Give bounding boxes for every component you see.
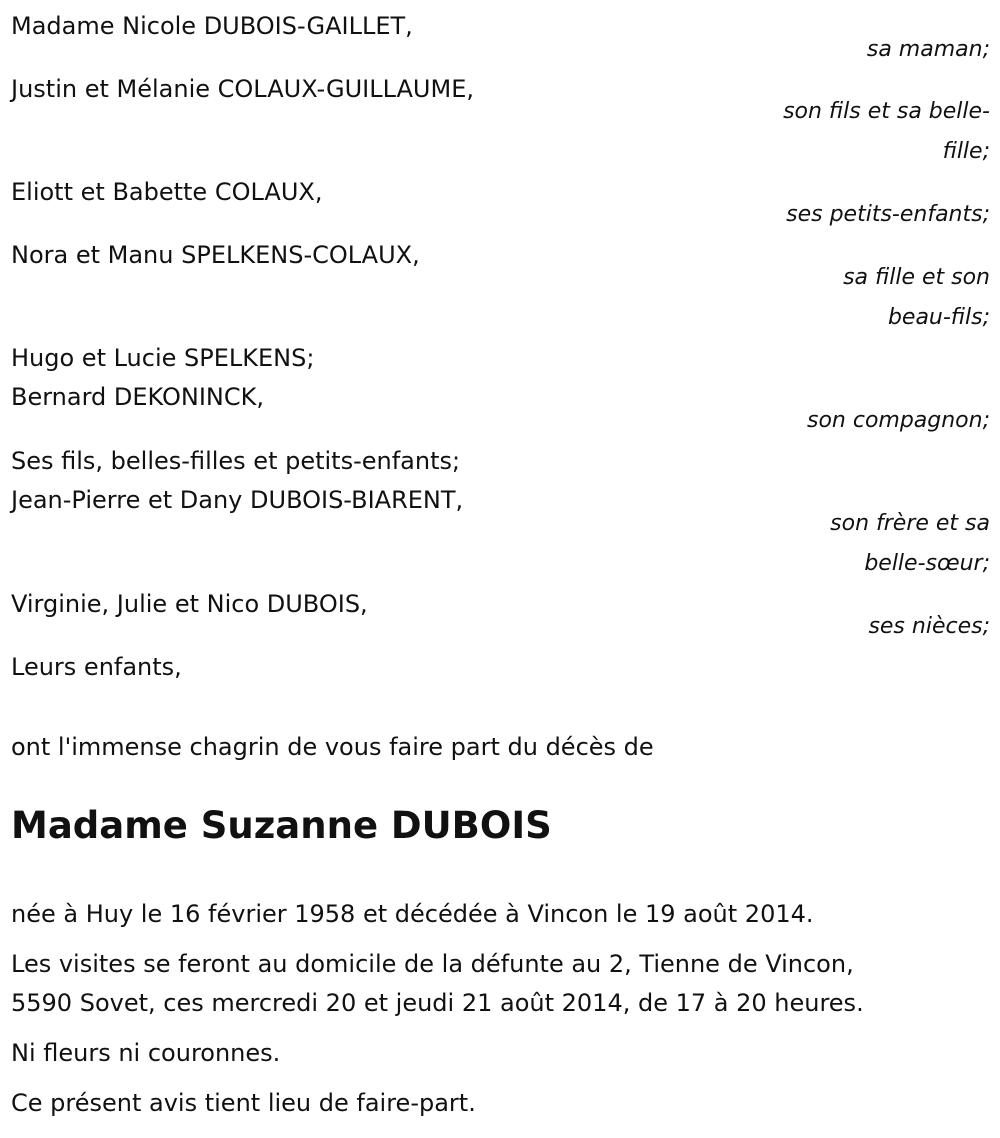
family-name-7: Ses fils, belles-filles et petits-enfants; — [11, 447, 461, 475]
family-name-10: Leurs enfants, — [11, 653, 182, 681]
family-name-2: Justin et Mélanie COLAUX-GUILLAUME, — [11, 75, 474, 103]
family-relation-4a: sa fille et son — [843, 265, 990, 290]
notice-text: Ce présent avis tient lieu de faire-part. — [11, 1089, 476, 1117]
family-relation-1: sa maman; — [866, 37, 990, 62]
family-name-1: Madame Nicole DUBOIS-GAILLET, — [11, 12, 413, 40]
family-name-8: Jean-Pierre et Dany DUBOIS-BIARENT, — [11, 486, 464, 514]
visits-line-2: 5590 Sovet, ces mercredi 20 et jeudi 21 août 2014, de 17 à 20 heures. — [11, 989, 864, 1017]
family-relation-9: ses nièces; — [868, 614, 990, 639]
visits-line-1: Les visites se feront au domicile de la défunte au 2, Tienne de Vincon, — [11, 950, 854, 978]
family-name-6: Bernard DEKONINCK, — [11, 383, 264, 411]
family-name-3: Eliott et Babette COLAUX, — [11, 178, 323, 206]
family-relation-6: son compagnon; — [806, 408, 990, 433]
birth-death-text: née à Huy le 16 février 1958 et décédée à Vincon le 19 août 2014. — [11, 900, 814, 928]
family-relation-2b: fille; — [942, 139, 990, 164]
family-relation-8b: belle-sœur; — [864, 551, 990, 576]
family-name-4: Nora et Manu SPELKENS-COLAUX, — [11, 241, 420, 269]
family-name-5: Hugo et Lucie SPELKENS; — [11, 344, 315, 372]
family-relation-4b: beau-fils; — [887, 305, 990, 330]
family-name-9: Virginie, Julie et Nico DUBOIS, — [11, 590, 368, 618]
announcement-text: ont l'immense chagrin de vous faire part du décès de — [11, 733, 654, 761]
deceased-name: Madame Suzanne DUBOIS — [11, 804, 552, 847]
flowers-text: Ni fleurs ni couronnes. — [11, 1039, 281, 1067]
family-relation-8a: son frère et sa — [830, 511, 990, 536]
family-relation-3: ses petits-enfants; — [786, 202, 990, 227]
family-relation-2a: son fils et sa belle- — [783, 99, 990, 124]
